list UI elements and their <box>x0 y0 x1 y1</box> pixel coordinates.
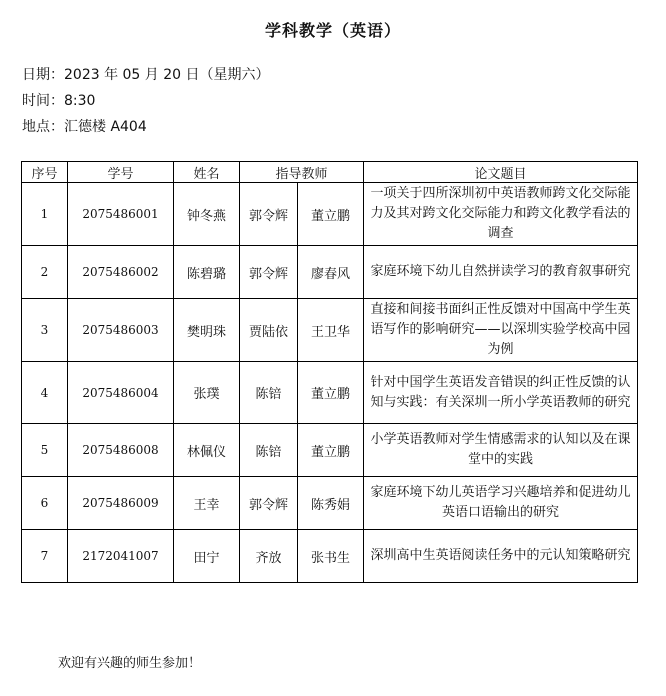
header-advisor: 指导教师 <box>240 162 364 183</box>
row-index: 5 <box>22 424 68 477</box>
row-student-name: 陈碧璐 <box>174 246 240 299</box>
table-row <box>22 530 638 583</box>
table-header-row <box>22 162 638 183</box>
header-thesis-title: 论文题目 <box>364 162 638 183</box>
row-index: 4 <box>22 362 68 424</box>
row-index: 7 <box>22 530 68 583</box>
row-index: 6 <box>22 477 68 530</box>
row-advisor-1: 齐放 <box>240 530 298 583</box>
date-row <box>22 62 270 88</box>
table-row <box>22 424 638 477</box>
row-advisor-1: 郭令辉 <box>240 477 298 530</box>
row-thesis-title: 家庭环境下幼儿英语学习兴趣培养和促进幼儿英语口语输出的研究 <box>364 477 638 530</box>
row-student-id: 2075486001 <box>68 183 174 246</box>
row-student-name: 林佩仪 <box>174 424 240 477</box>
header-student-id: 学号 <box>68 162 174 183</box>
row-index: 2 <box>22 246 68 299</box>
place-label: 地点： <box>22 119 64 135</box>
header-name: 姓名 <box>174 162 240 183</box>
row-student-id: 2172041007 <box>68 530 174 583</box>
invitation-note: 欢迎有兴趣的师生参加！ <box>58 656 202 671</box>
row-advisor-2: 董立鹏 <box>298 362 364 424</box>
row-student-id: 2075486004 <box>68 362 174 424</box>
time-label: 时间： <box>22 93 64 109</box>
table-row <box>22 477 638 530</box>
row-thesis-title: 一项关于四所深圳初中英语教师跨文化交际能力及其对跨文化交际能力和跨文化教学看法的调查 <box>364 183 638 246</box>
row-advisor-1: 陈锫 <box>240 362 298 424</box>
table-row <box>22 246 638 299</box>
date-label: 日期： <box>22 67 64 83</box>
time-row <box>22 88 270 114</box>
row-advisor-2: 董立鹏 <box>298 183 364 246</box>
row-advisor-1: 郭令辉 <box>240 183 298 246</box>
header-index: 序号 <box>22 162 68 183</box>
place-row <box>22 114 270 140</box>
row-thesis-title: 直接和间接书面纠正性反馈对中国高中学生英语写作的影响研究——以深圳实验学校高中园为例 <box>364 299 638 362</box>
row-index: 3 <box>22 299 68 362</box>
row-thesis-title: 针对中国学生英语发音错误的纠正性反馈的认知与实践：有关深圳一所小学英语教师的研究 <box>364 362 638 424</box>
row-student-id: 2075486008 <box>68 424 174 477</box>
row-student-name: 钟冬燕 <box>174 183 240 246</box>
table-row <box>22 299 638 362</box>
table-row <box>22 362 638 424</box>
row-advisor-2: 董立鹏 <box>298 424 364 477</box>
row-student-name: 樊明珠 <box>174 299 240 362</box>
row-advisor-2: 王卫华 <box>298 299 364 362</box>
row-thesis-title: 家庭环境下幼儿自然拼读学习的教育叙事研究 <box>364 246 638 299</box>
event-info <box>22 62 270 140</box>
table-row <box>22 183 638 246</box>
row-index: 1 <box>22 183 68 246</box>
date-value: 2023 年 05 月 20 日（星期六） <box>64 67 270 83</box>
row-thesis-title: 小学英语教师对学生情感需求的认知以及在课堂中的实践 <box>364 424 638 477</box>
row-student-name: 王幸 <box>174 477 240 530</box>
place-value: 汇德楼 A404 <box>64 119 147 135</box>
row-student-id: 2075486003 <box>68 299 174 362</box>
row-student-id: 2075486002 <box>68 246 174 299</box>
row-advisor-1: 郭令辉 <box>240 246 298 299</box>
row-thesis-title: 深圳高中生英语阅读任务中的元认知策略研究 <box>364 530 638 583</box>
page-title: 学科教学（英语） <box>264 21 401 40</box>
row-advisor-2: 陈秀娟 <box>298 477 364 530</box>
thesis-schedule-table <box>21 161 638 583</box>
row-advisor-1: 陈锫 <box>240 424 298 477</box>
row-advisor-2: 张书生 <box>298 530 364 583</box>
row-student-name: 张璞 <box>174 362 240 424</box>
row-student-name: 田宁 <box>174 530 240 583</box>
row-advisor-1: 贾陆依 <box>240 299 298 362</box>
row-advisor-2: 廖春风 <box>298 246 364 299</box>
row-student-id: 2075486009 <box>68 477 174 530</box>
time-value: 8:30 <box>64 93 96 109</box>
